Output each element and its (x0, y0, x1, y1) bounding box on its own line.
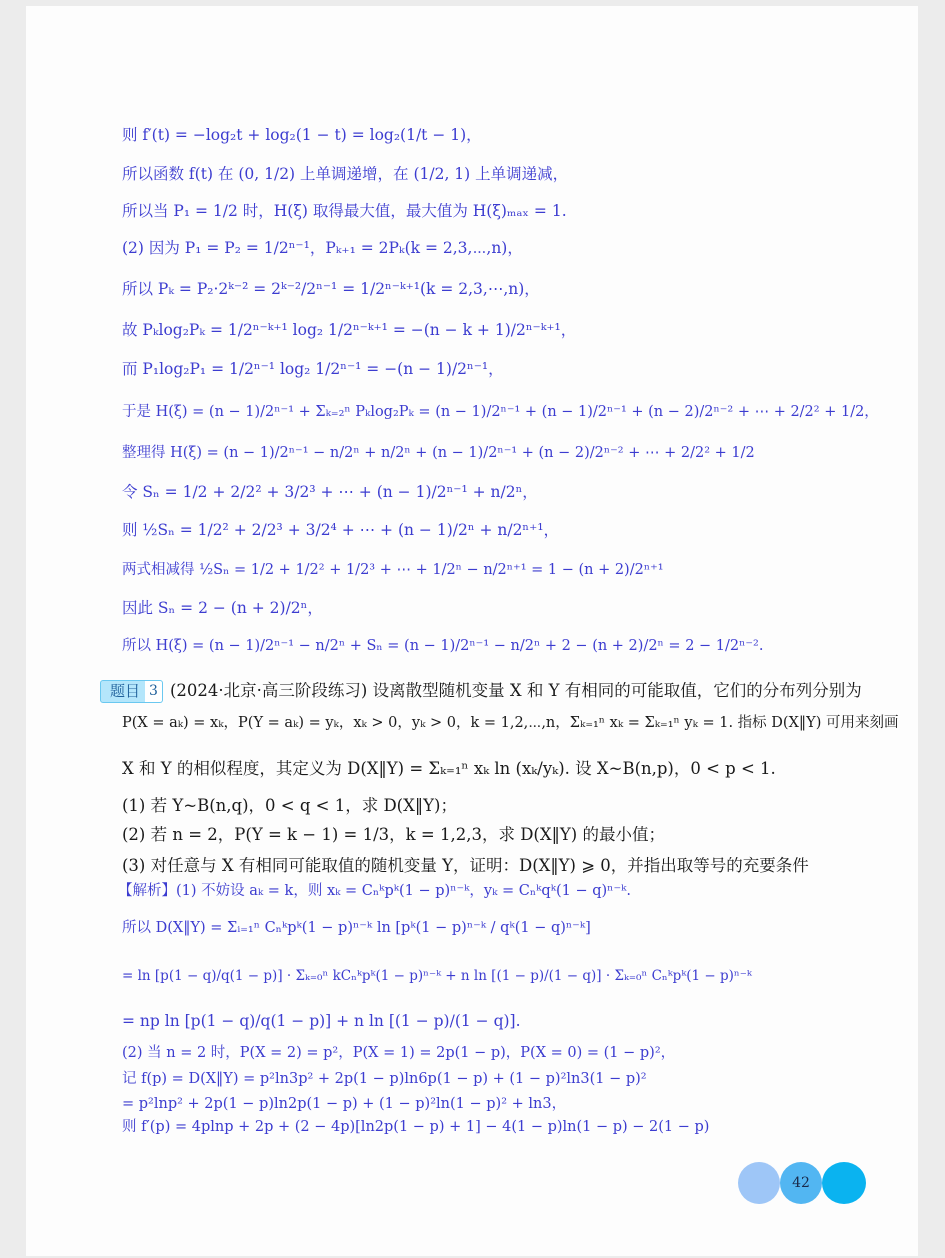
solution-line: (2) 当 n = 2 时，P(X = 2) = p²，P(X = 1) = 2p(1 − p)，P(X = 0) = (1 − p)²， (122, 1045, 676, 1061)
solution-line: = ln [p(1 − q)/q(1 − p)] · Σₖ₌₀ⁿ kCₙᵏpᵏ(1 − p)ⁿ⁻ᵏ + n ln [(1 − p)/(1 − q)] · Σₖ₌₀ⁿ Cₙᵏpᵏ(1 − p)ⁿ⁻ᵏ (122, 968, 752, 984)
solution-line: (2) 因为 P₁ = P₂ = 1/2ⁿ⁻¹，Pₖ₊₁ = 2Pₖ(k = 2,3,⋯,n)， (122, 239, 523, 257)
solution-line: 则 f′(p) = 4plnp + 2p + (2 − 4p)[ln2p(1 − p) + 1] − 4(1 − p)ln(1 − p) − 2(1 − p) (122, 1119, 710, 1135)
solution-line: 所以当 P₁ = 1/2 时，H(ξ) 取得最大值，最大值为 H(ξ)ₘₐₓ = 1. (122, 202, 567, 220)
solution-line: 所以 H(ξ) = (n − 1)/2ⁿ⁻¹ − n/2ⁿ + Sₙ = (n − 1)/2ⁿ⁻¹ − n/2ⁿ + 2 − (n + 2)/2ⁿ = 2 − 1/2ⁿ⁻². (122, 638, 764, 654)
problem-line: X 和 Y 的相似程度，其定义为 D(X‖Y) = Σₖ₌₁ⁿ xₖ ln (xₖ/yₖ). 设 X~B(n,p)，0 < p < 1. (122, 759, 776, 778)
problem-line: (3) 对任意与 X 有相同可能取值的随机变量 Y，证明：D(X‖Y) ⩾ 0，并指出取等号的充要条件 (122, 856, 809, 875)
problem-line: (2024·北京·高三阶段练习) 设离散型随机变量 X 和 Y 有相同的可能取值，它们的分布列分别为 (170, 681, 862, 700)
solution-line: 【解析】(1) 不妨设 aₖ = k，则 xₖ = Cₙᵏpᵏ(1 − p)ⁿ⁻ᵏ，yₖ = Cₙᵏqᵏ(1 − q)ⁿ⁻ᵏ. (118, 883, 632, 899)
solution-line: 因此 Sₙ = 2 − (n + 2)/2ⁿ， (122, 599, 323, 617)
solution-line: 而 P₁log₂P₁ = 1/2ⁿ⁻¹ log₂ 1/2ⁿ⁻¹ = −(n − 1)/2ⁿ⁻¹， (122, 360, 504, 378)
page-number: 42 (792, 1175, 810, 1191)
solution-line: 所以函数 f(t) 在 (0, 1/2) 上单调递增，在 (1/2, 1) 上单调递减， (122, 165, 569, 183)
problem-tag: 题目 (100, 680, 150, 703)
page-badge-circle (738, 1162, 780, 1204)
page-badge-circle (822, 1162, 866, 1204)
problem-line: (2) 若 n = 2，P(Y = k − 1) = 1/3，k = 1,2,3，求 D(X‖Y) 的最小值； (122, 825, 665, 844)
solution-line: 令 Sₙ = 1/2 + 2/2² + 3/2³ + ⋯ + (n − 1)/2ⁿ⁻¹ + n/2ⁿ， (122, 483, 538, 501)
solution-line: 两式相减得 ½Sₙ = 1/2 + 1/2² + 1/2³ + ⋯ + 1/2ⁿ − n/2ⁿ⁺¹ = 1 − (n + 2)/2ⁿ⁺¹ (122, 562, 664, 578)
solution-line: 则 ½Sₙ = 1/2² + 2/2³ + 3/2⁴ + ⋯ + (n − 1)/2ⁿ + n/2ⁿ⁺¹， (122, 521, 560, 539)
solution-line: 则 f′(t) = −log₂t + log₂(1 − t) = log₂(1/t − 1)， (122, 126, 482, 144)
solution-line: = np ln [p(1 − q)/q(1 − p)] + n ln [(1 − p)/(1 − q)]. (122, 1012, 521, 1030)
solution-line: 于是 H(ξ) = (n − 1)/2ⁿ⁻¹ + Σₖ₌₂ⁿ Pₖlog₂Pₖ = (n − 1)/2ⁿ⁻¹ + (n − 1)/2ⁿ⁻¹ + (n − 2)/2ⁿ⁻² + ⋯ + 2/2² + 1/2， (122, 404, 879, 420)
solution-line: 所以 Pₖ = P₂·2ᵏ⁻² = 2ᵏ⁻²/2ⁿ⁻¹ = 1/2ⁿ⁻ᵏ⁺¹(k = 2,3,⋯,n)， (122, 280, 540, 298)
solution-line: 故 Pₖlog₂Pₖ = 1/2ⁿ⁻ᵏ⁺¹ log₂ 1/2ⁿ⁻ᵏ⁺¹ = −(n − k + 1)/2ⁿ⁻ᵏ⁺¹， (122, 321, 577, 339)
solution-line: = p²lnp² + 2p(1 − p)ln2p(1 − p) + (1 − p)²ln(1 − p)² + ln3， (122, 1096, 567, 1112)
problem-line: (1) 若 Y~B(n,q)，0 < q < 1，求 D(X‖Y)； (122, 796, 457, 815)
problem-number: 3 (145, 680, 163, 703)
problem-line: P(X = aₖ) = xₖ，P(Y = aₖ) = yₖ，xₖ > 0，yₖ > 0，k = 1,2,⋯,n，Σₖ₌₁ⁿ xₖ = Σₖ₌₁ⁿ yₖ = 1. 指标 D(X‖Y) 可用来刻画 (122, 715, 899, 731)
solution-line: 记 f(p) = D(X‖Y) = p²ln3p² + 2p(1 − p)ln6p(1 − p) + (1 − p)²ln3(1 − p)² (122, 1071, 647, 1087)
solution-line: 整理得 H(ξ) = (n − 1)/2ⁿ⁻¹ − n/2ⁿ + n/2ⁿ + (n − 1)/2ⁿ⁻¹ + (n − 2)/2ⁿ⁻² + ⋯ + 2/2² + 1/2 (122, 445, 755, 461)
solution-line: 所以 D(X‖Y) = Σᵢ₌₁ⁿ Cₙᵏpᵏ(1 − p)ⁿ⁻ᵏ ln [pᵏ(1 − p)ⁿ⁻ᵏ / qᵏ(1 − q)ⁿ⁻ᵏ] (122, 920, 591, 936)
